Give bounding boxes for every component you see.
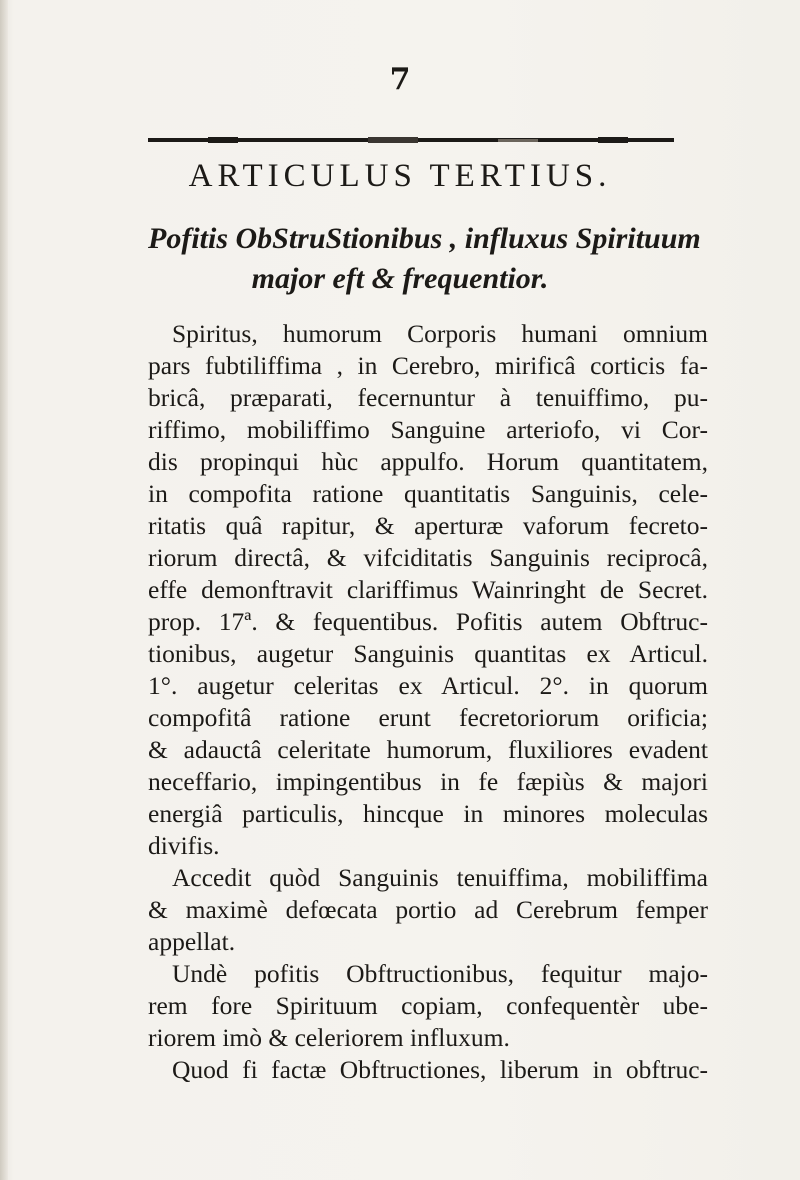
text-line: in compofita ratione quantitatis Sanguinis, cele- (148, 479, 708, 508)
text-line: neceffario, impingentibus in fe fæpiùs & majori (148, 767, 708, 796)
text-line: tionibus, augetur Sanguinis quantitas ex Articul. (148, 639, 708, 668)
text-line: prop. 17ª. & fequentibus. Pofitis autem Obftruc- (148, 607, 708, 636)
decorative-rule (148, 137, 674, 143)
text-line: riorum directâ, & vifciditatis Sanguinis reciprocâ, (148, 543, 708, 572)
text-line: dis propinqui hùc appulfo. Horum quantitatem, (148, 447, 708, 476)
text-line: Spiritus, humorum Corporis humani omnium (172, 319, 708, 348)
text-line: pars fubtiliffima , in Cerebro, mirificâ corticis fa- (148, 351, 708, 380)
text-line: Quod fi factæ Obftructiones, liberum in obftruc- (172, 1055, 708, 1084)
text-line: Accedit quòd Sanguinis tenuiffima, mobiliffima (172, 863, 708, 892)
text-line: riffimo, mobiliffimo Sanguine arteriofo, vi Cor- (148, 415, 708, 444)
text-line: bricâ, præparati, fecernuntur à tenuiffimo, pu- (148, 383, 708, 412)
text-line: & adauctâ celeritate humorum, fluxiliores evadent (148, 735, 708, 764)
text-line: divifis. (148, 831, 220, 860)
text-line: riorem imò & celeriorem influxum. (148, 1023, 510, 1052)
text-line: compofitâ ratione erunt fecretoriorum orificia; (148, 703, 708, 732)
text-line: energiâ particulis, hincque in minores moleculas (148, 799, 708, 828)
text-line: 1°. augetur celeritas ex Articul. 2°. in quorum (148, 671, 708, 700)
text-line: rem fore Spirituum copiam, confequentèr ube- (148, 991, 708, 1020)
text-line: Undè pofitis Obftructionibus, fequitur majo- (172, 959, 708, 988)
page-number: 7 (389, 62, 411, 97)
text-line: ritatis quâ rapitur, & aperturæ vaforum fecreto- (148, 511, 708, 540)
text-line: & maximè defœcata portio ad Cerebrum femper (148, 895, 708, 924)
chapter-subtitle-line-1: Pofitis ObStruStionibus , influxus Spirituum (148, 222, 701, 255)
text-line: effe demonftravit clariffimus Wainringht de Secret. (148, 575, 708, 604)
chapter-subtitle-line-2: major eft & frequentior. (251, 262, 549, 295)
chapter-heading: ARTICULUS TERTIUS. (188, 158, 612, 194)
text-line: appellat. (148, 927, 236, 956)
